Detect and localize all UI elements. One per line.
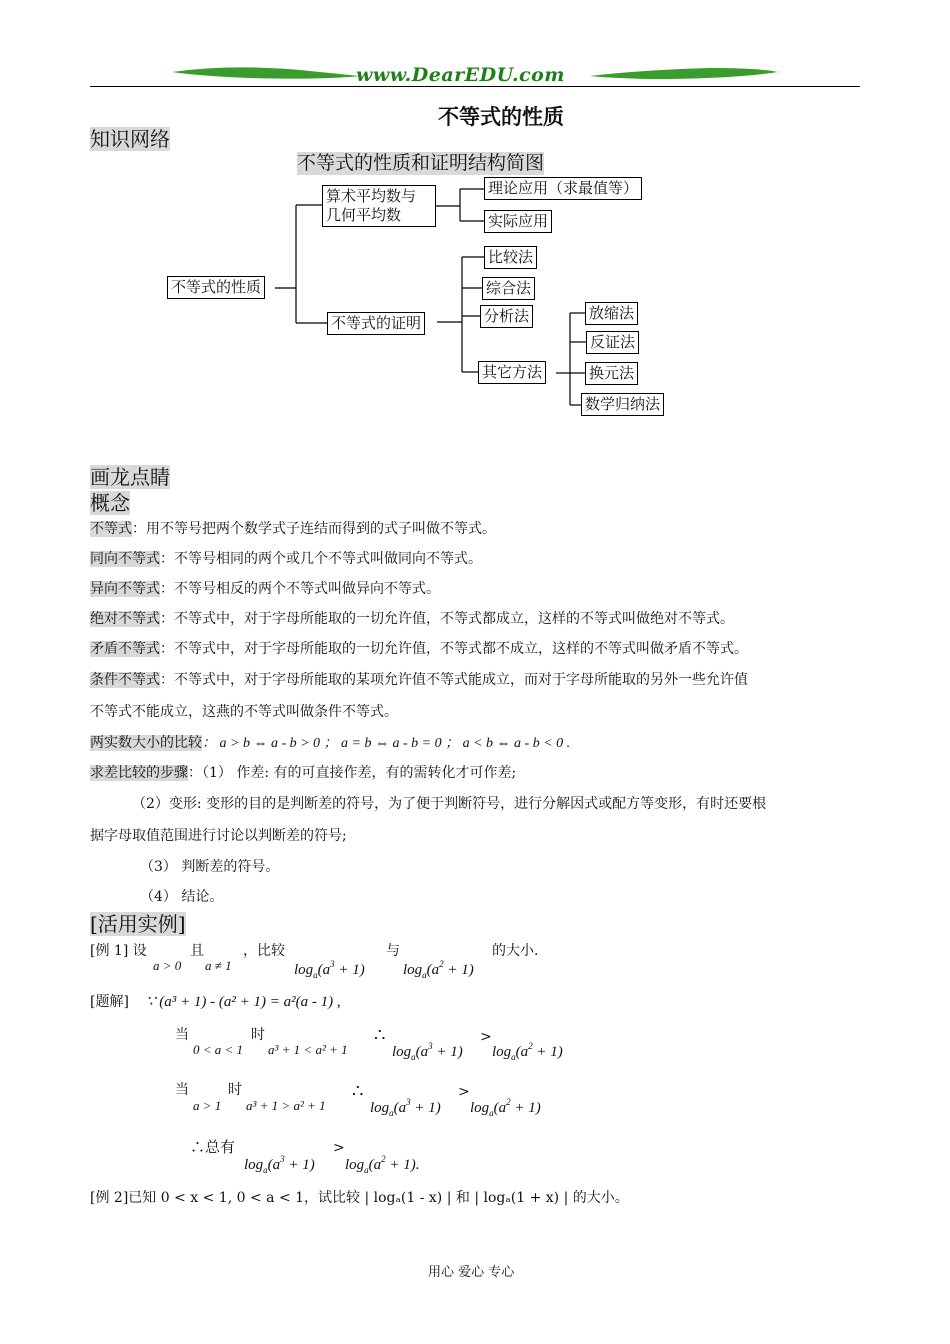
log-expression: $\log_a(a^3 + 1)$ — [392, 1041, 463, 1062]
node-root: 不等式的性质 — [167, 276, 265, 299]
definition-term: 异向不等式 — [90, 581, 160, 597]
solution-because: ∵ (a³ + 1) - (a² + 1) = a²(a - 1) , — [146, 994, 341, 1010]
log-expression: $\log_a(a^2 + 1)$ — [403, 959, 474, 980]
solution-therefore: ∴ — [374, 1025, 386, 1046]
solution-label: [题解] — [90, 994, 129, 1010]
steps-row — [90, 763, 516, 783]
log-expression: $\log_a(a^2 + 1)$. — [345, 1154, 420, 1175]
definition-continued: 不等式不能成立，这燕的不等式叫做条件不等式。 — [90, 704, 398, 720]
solution-when: 当 — [175, 1027, 189, 1043]
definition-term: 绝对不等式 — [90, 611, 160, 627]
node-synthesis: 综合法 — [482, 277, 535, 300]
compare-label: 两实数大小的比较 — [90, 735, 202, 751]
solution-period: . — [415, 1157, 420, 1173]
definition-row — [90, 609, 734, 629]
example1-cond1: a > 0 — [153, 958, 182, 973]
definition-text: ：不等式中，对于字母所能取的一切允许值，不等式都成立，这样的不等式叫做绝对不等式。 — [160, 611, 734, 627]
definition-text: ：不等式中，对于字母所能取的一切允许值，不等式都不成立，这样的不等式叫做矛盾不等式。 — [160, 641, 748, 657]
definition-row — [90, 639, 748, 659]
node-substitution: 换元法 — [585, 362, 638, 385]
page-title: 不等式的性质 — [438, 105, 564, 129]
example1-qie: 且 — [190, 943, 204, 959]
diagram-title: 不等式的性质和证明结构简图 — [297, 152, 545, 174]
log-expression: $\log_a(a^3 + 1)$ — [294, 959, 365, 980]
section-concept: 概念 — [90, 491, 130, 515]
definition-term: 条件不等式 — [90, 672, 160, 688]
diagram-connectors — [0, 0, 950, 440]
step-2a: （2）变形: 变形的目的是判断差的符号，为了便于判断符号，进行分解因式或配方等变形，有时还要根 — [132, 796, 767, 812]
log-expression: $\log_a(a^3 + 1)$ — [370, 1097, 441, 1118]
example1-compare: ，比较 — [243, 943, 285, 959]
definition-row — [90, 519, 496, 539]
node-scaling: 放缩法 — [585, 302, 638, 325]
definition-term: 矛盾不等式 — [90, 641, 160, 657]
solution-range-1: 0 < a < 1 — [193, 1042, 244, 1057]
node-analysis: 分析法 — [480, 305, 533, 328]
example1-tail: 的大小. — [492, 943, 539, 959]
node-induction: 数学归纳法 — [581, 393, 664, 416]
definition-text: ：用不等号把两个数学式子连结而得到的式子叫做不等式。 — [132, 521, 496, 537]
log-expression: $\log_a(a^2 + 1)$ — [470, 1097, 541, 1118]
example2: [例 2]已知 0 < x < 1, 0 < a < 1，试比较 | logₐ(1 - x) | 和 | logₐ(1 + x) | 的大小。 — [90, 1190, 629, 1206]
node-contradiction: 反证法 — [586, 331, 639, 354]
solution-therefore: ∴ — [352, 1081, 364, 1102]
logo-text: www.DearEDU.com — [356, 64, 565, 86]
solution-when: 当 — [175, 1082, 189, 1098]
definition-row — [90, 670, 748, 690]
solution-ineq-2: a³ + 1 > a² + 1 — [246, 1098, 326, 1113]
example1-cond2: a ≠ 1 — [205, 958, 232, 973]
node-compare: 比较法 — [484, 246, 537, 269]
section-highlight: 画龙点睛 — [90, 465, 170, 489]
log-expression: $\log_a(a^2 + 1)$ — [492, 1041, 563, 1062]
compare-row — [90, 733, 570, 754]
node-other: 其它方法 — [478, 361, 546, 384]
example1-label: [例 1] 设 — [90, 943, 147, 959]
node-theory: 理论应用（求最值等） — [484, 177, 642, 200]
solution-shi: 时 — [251, 1027, 265, 1043]
node-proof: 不等式的证明 — [327, 312, 425, 335]
definition-term: 不等式 — [90, 521, 132, 537]
step-4: （4） 结论。 — [140, 889, 224, 905]
footer: 用心 爱心 专心 — [428, 1265, 515, 1280]
log-expression: $\log_a(a^3 + 1)$ — [244, 1154, 315, 1175]
example1-with: 与 — [386, 943, 400, 959]
solution-always: ∴总有 — [190, 1138, 236, 1156]
node-practice: 实际应用 — [484, 210, 552, 233]
node-mean: 算术平均数与 几何平均数 — [322, 185, 436, 227]
section-examples: [活用实例] — [90, 912, 186, 936]
solution-ineq-1: a³ + 1 < a² + 1 — [268, 1042, 348, 1057]
definition-row — [90, 579, 440, 599]
definition-text: ：不等号相同的两个或几个不等式叫做同向不等式。 — [160, 551, 482, 567]
solution-gt: > — [333, 1140, 345, 1156]
solution-gt: > — [458, 1084, 470, 1100]
definition-text: ：不等式中，对于字母所能取的某项允许值不等式能成立，而对于字母所能取的另外一些允许值 — [160, 672, 748, 688]
solution-range-2: a > 1 — [193, 1098, 222, 1113]
steps-label: 求差比较的步骤 — [90, 765, 188, 781]
step-2b: 据字母取值范围进行讨论以判断差的符号; — [90, 828, 347, 844]
step-3: （3） 判断差的符号。 — [140, 859, 280, 875]
step-1: ：（1） 作差: 有的可直接作差，有的需转化才可作差; — [188, 765, 517, 781]
definition-text: ：不等号相反的两个不等式叫做异向不等式。 — [160, 581, 440, 597]
definition-row — [90, 549, 482, 569]
definition-term: 同向不等式 — [90, 551, 160, 567]
solution-gt: > — [480, 1029, 492, 1045]
section-network: 知识网络 — [90, 127, 170, 151]
compare-formula: ： a > b ⇔ a - b > 0 ； a = b ⇔ a - b = 0 ； a < b ⇔ a - b < 0 . — [202, 736, 571, 751]
solution-shi: 时 — [228, 1082, 242, 1098]
